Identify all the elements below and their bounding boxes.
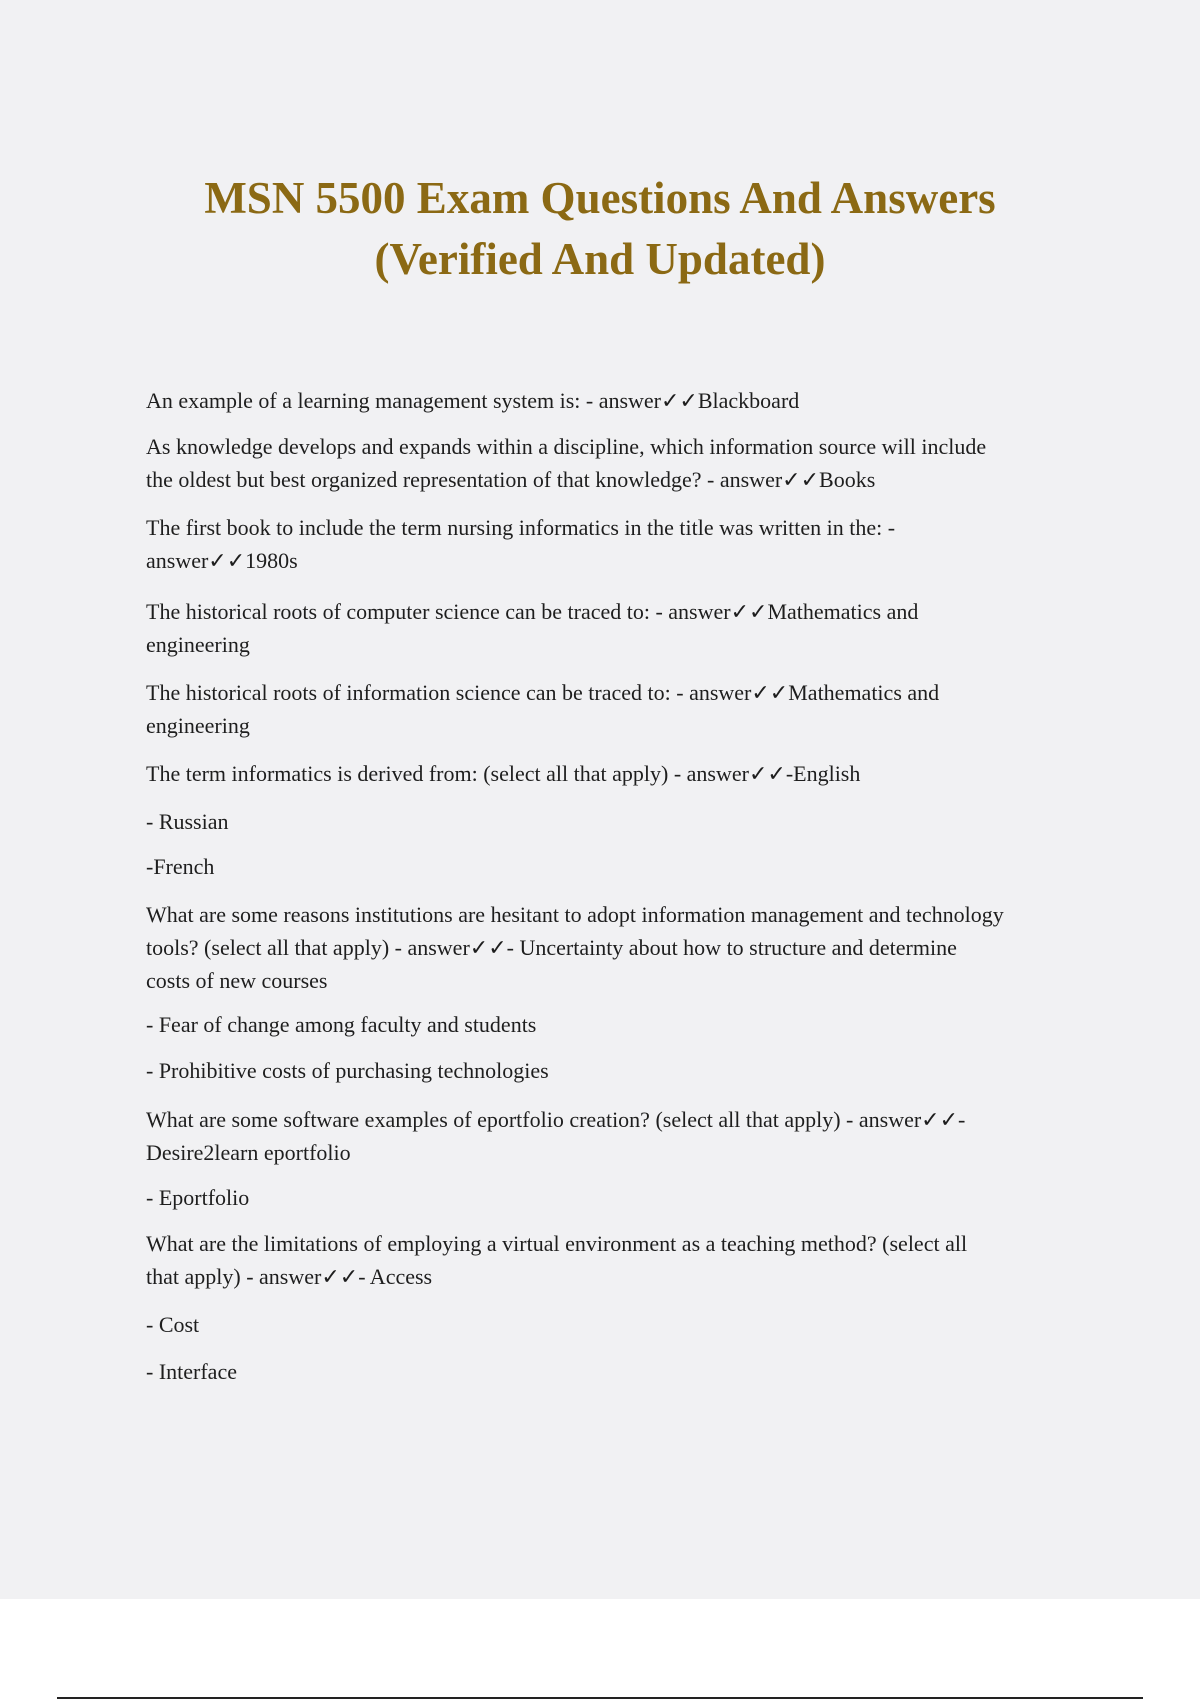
title-line: MSN 5500 Exam Questions And Answers xyxy=(204,173,996,223)
page-bottom-divider xyxy=(57,1697,1143,1699)
qa-paragraph xyxy=(146,898,1096,997)
paragraph-line: As knowledge develops and expands within a discipline, which information source will include xyxy=(146,434,987,459)
paragraph-line: The first book to include the term nursing informatics in the title was written in the: - xyxy=(146,515,896,540)
answer-item xyxy=(146,1355,1096,1388)
paragraph-line: tools? (select all that apply) - answer✓✓- Uncertainty about how to structure and determine xyxy=(146,935,957,960)
paragraph-line: - Interface xyxy=(146,1359,237,1384)
qa-paragraph xyxy=(146,430,1096,496)
qa-paragraph xyxy=(146,384,1096,417)
qa-paragraph xyxy=(146,676,1096,742)
title-line: (Verified And Updated) xyxy=(374,234,826,284)
paragraph-line: - Eportfolio xyxy=(146,1185,250,1210)
paragraph-line: - Russian xyxy=(146,809,229,834)
answer-item xyxy=(146,850,1096,883)
paragraph-line: costs of new courses xyxy=(146,968,328,993)
paragraph-line: What are some software examples of eportfolio creation? (select all that apply) - answer✓✓- xyxy=(146,1107,966,1132)
paragraph-line: answer✓✓1980s xyxy=(146,548,298,573)
document-title xyxy=(0,168,1200,290)
paragraph-line: - Fear of change among faculty and students xyxy=(146,1012,537,1037)
paragraph-line: The historical roots of computer science can be traced to: - answer✓✓Mathematics and xyxy=(146,599,919,624)
qa-paragraph xyxy=(146,595,1096,661)
paragraph-line: The historical roots of information science can be traced to: - answer✓✓Mathematics and xyxy=(146,680,940,705)
qa-paragraph xyxy=(146,757,1096,790)
paragraph-line: An example of a learning management system is: - answer✓✓Blackboard xyxy=(146,388,800,413)
paragraph-line: - Cost xyxy=(146,1312,200,1337)
paragraph-line: that apply) - answer✓✓- Access xyxy=(146,1264,433,1289)
answer-item xyxy=(146,1054,1096,1087)
answer-item xyxy=(146,1181,1096,1214)
paragraph-line: What are some reasons institutions are hesitant to adopt information management and technology xyxy=(146,902,1004,927)
paragraph-line: Desire2learn eportfolio xyxy=(146,1140,351,1165)
paragraph-line: the oldest but best organized representation of that knowledge? - answer✓✓Books xyxy=(146,467,876,492)
paragraph-line: The term informatics is derived from: (select all that apply) - answer✓✓-English xyxy=(146,761,861,786)
qa-paragraph xyxy=(146,1227,1096,1293)
qa-paragraph xyxy=(146,1103,1096,1169)
answer-item xyxy=(146,1008,1096,1041)
qa-paragraph xyxy=(146,511,1096,577)
paragraph-line: -French xyxy=(146,854,215,879)
paragraph-line: engineering xyxy=(146,632,250,657)
paragraph-line: - Prohibitive costs of purchasing technologies xyxy=(146,1058,549,1083)
answer-item xyxy=(146,1308,1096,1341)
paragraph-line: engineering xyxy=(146,713,250,738)
paragraph-line: What are the limitations of employing a virtual environment as a teaching method? (select all xyxy=(146,1231,968,1256)
answer-item xyxy=(146,805,1096,838)
